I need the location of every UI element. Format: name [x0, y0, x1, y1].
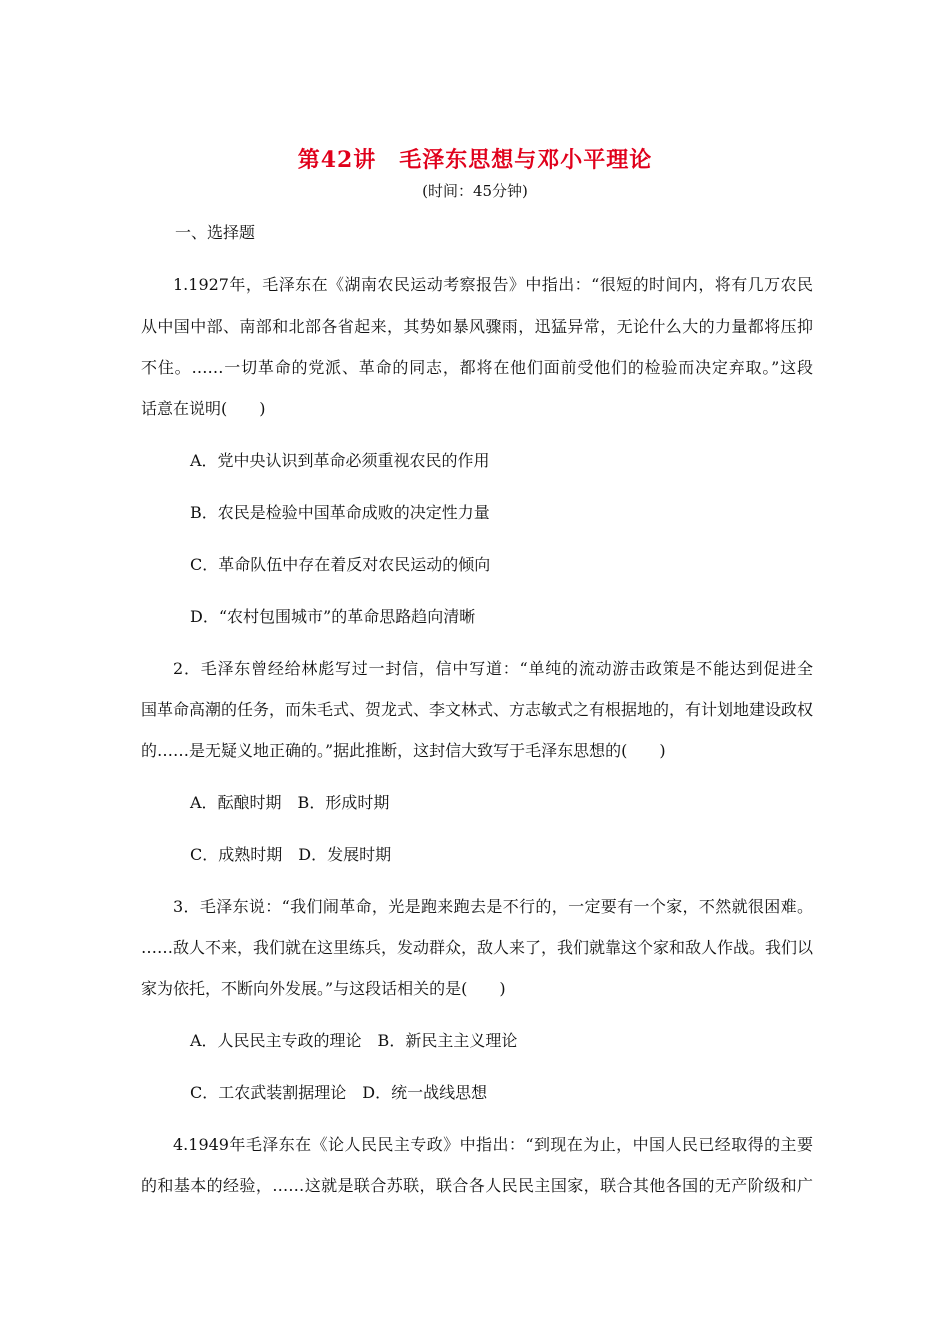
question-2-line-1: 2．毛泽东曾经给林彪写过一封信，信中写道：“单纯的流动游击政策是不能达到促进全	[173, 659, 813, 678]
section-heading: 一、选择题	[175, 223, 256, 242]
question-4-line-2: 的和基本的经验，……这就是联合苏联，联合各人民民主国家，联合其他各国的无产阶级和广	[141, 1176, 813, 1195]
question-1-line-1: 1.1927年，毛泽东在《湖南农民运动考察报告》中指出：“很短的时间内，将有几万农民	[173, 275, 813, 294]
question-1-line-2: 从中国中部、南部和北部各省起来，其势如暴风骤雨，迅猛异常，无论什么大的力量都将压抑	[141, 317, 813, 336]
question-1-line-3: 不住。……一切革命的党派、革命的同志，都将在他们面前受他们的检验而决定弃取。”这段	[141, 358, 813, 377]
question-1-line-4: 话意在说明( )	[141, 399, 266, 418]
question-3-options-cd: C．工农武装割据理论 D．统一战线思想	[190, 1083, 488, 1102]
question-3-line-3: 家为依托，不断向外发展。”与这段话相关的是( )	[141, 979, 506, 998]
question-2-line-3: 的……是无疑义地正确的。”据此推断，这封信大致写于毛泽东思想的( )	[141, 741, 666, 760]
question-1-option-b: B．农民是检验中国革命成败的决定性力量	[190, 503, 490, 522]
question-1-option-d: D．“农村包围城市”的革命思路趋向清晰	[190, 607, 476, 626]
question-1-option-a: A．党中央认识到革命必须重视农民的作用	[190, 451, 490, 470]
time-limit: (时间：45分钟)	[422, 182, 528, 200]
question-1-option-c: C．革命队伍中存在着反对农民运动的倾向	[190, 555, 491, 574]
question-4-line-1: 4.1949年毛泽东在《论人民民主专政》中指出：“到现在为止，中国人民已经取得的主要	[173, 1135, 813, 1154]
question-2-line-2: 国革命高潮的任务，而朱毛式、贺龙式、李文林式、方志敏式之有根据地的，有计划地建设政权	[141, 700, 814, 719]
question-2-options-ab: A．酝酿时期 B．形成时期	[190, 793, 390, 812]
question-2-options-cd: C．成熟时期 D．发展时期	[190, 845, 392, 864]
question-3-options-ab: A．人民民主专政的理论 B．新民主主义理论	[190, 1031, 518, 1050]
question-3-line-2: ……敌人不来，我们就在这里练兵，发动群众，敌人来了，我们就靠这个家和敌人作战。我们以	[141, 938, 814, 957]
page-title: 第42讲 毛泽东思想与邓小平理论	[297, 147, 653, 173]
question-3-line-1: 3．毛泽东说：“我们闹革命，光是跑来跑去是不行的，一定要有一个家，不然就很困难。	[173, 897, 813, 916]
